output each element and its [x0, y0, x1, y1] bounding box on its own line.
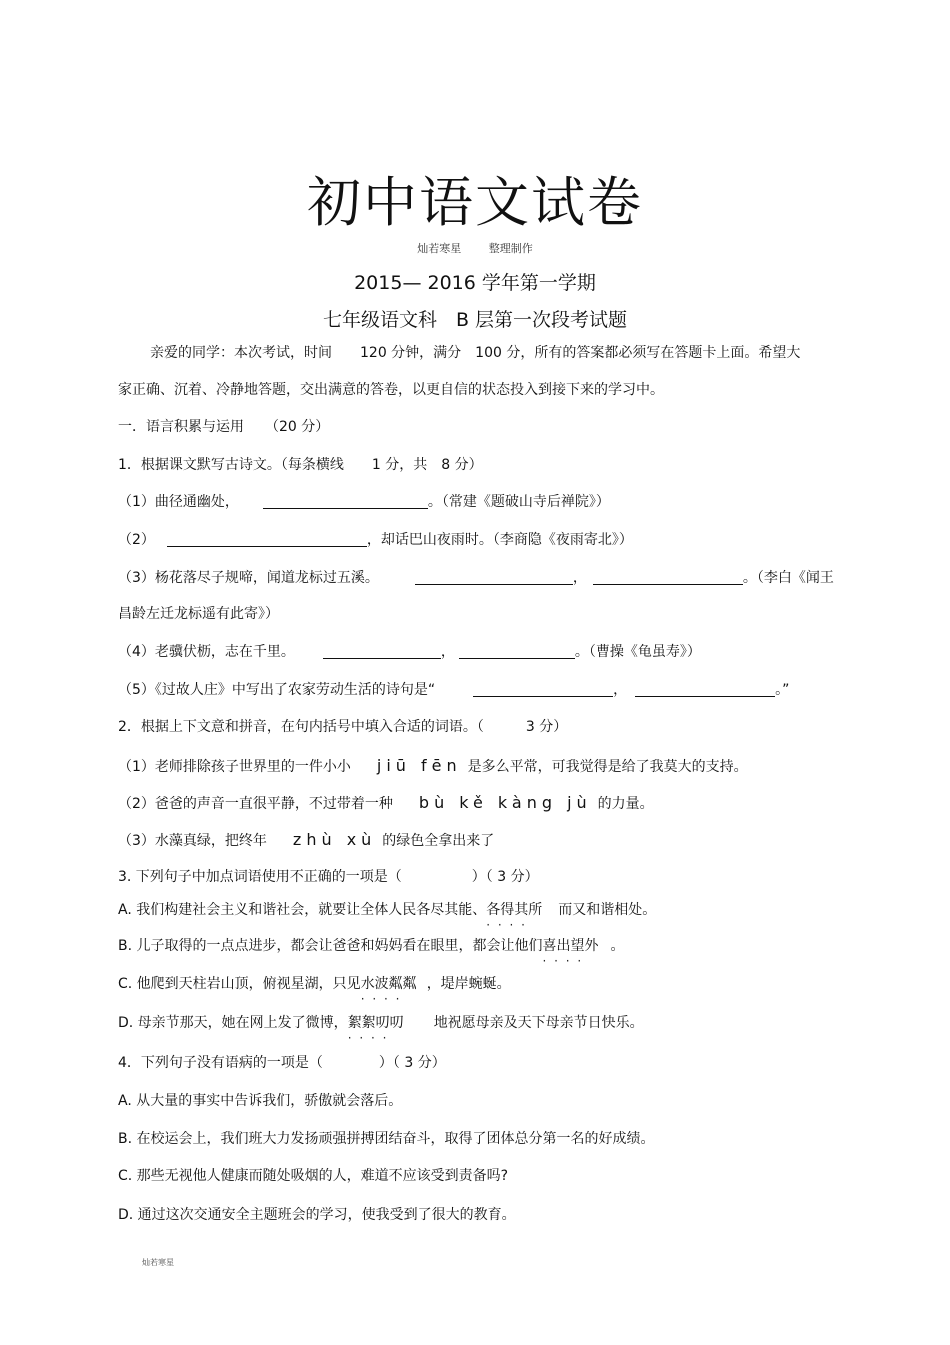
pinyin-hint: jiū fēn — [376, 756, 462, 775]
option-text: D. 母亲节那天，她在网上发了微博， — [118, 1015, 348, 1031]
item-text: （1）老师排除孩子世界里的一件小小 — [118, 759, 351, 775]
item-text: 是多么平常，可我觉得是给了我莫大的支持。 — [467, 759, 748, 775]
question-3-option-c — [118, 974, 511, 994]
answer-blank[interactable] — [167, 530, 367, 547]
question-3-option-d — [118, 1013, 644, 1033]
option-text: C. 他爬到天柱岩山顶，俯视星湖，只见 — [118, 976, 361, 992]
author-line — [0, 240, 950, 256]
intro-line-1: 亲爱的同学：本次考试，时间 120 分钟，满分 100 分，所有的答案都必须写在答题卡上面。希望大 — [150, 345, 801, 361]
item-text: 。（李白《闻王 — [742, 570, 834, 586]
answer-blank[interactable] — [459, 642, 575, 659]
item-text: （1）曲径通幽处， — [118, 494, 239, 510]
question-3-stem: 3. 下列句子中加点词语使用不正确的一项是（ ）（ 3 分） — [118, 869, 539, 885]
question-1-item-2 — [118, 530, 633, 550]
question-1-item-3 — [118, 568, 834, 588]
exam-subtitle: 七年级语文科 B 层第一次段考试题 — [322, 309, 628, 331]
item-text: ， — [572, 570, 587, 586]
question-3-option-b — [118, 936, 625, 956]
question-4-stem: 4．下列句子没有语病的一项是（ ）（ 3 分） — [118, 1055, 446, 1071]
item-text: ， — [440, 644, 455, 660]
question-1-item-5 — [118, 680, 789, 700]
option-text: A. 我们构建社会主义和谐社会，就要让全体人民各尽其能、 — [118, 902, 487, 918]
question-1-item-4 — [118, 642, 701, 662]
answer-blank[interactable] — [593, 568, 743, 585]
page-title: 初中语文试卷 — [307, 171, 643, 234]
item-text: （3）杨花落尽子规啼，闻道龙标过五溪。 — [118, 570, 379, 586]
question-1-item-1 — [118, 492, 610, 512]
option-text: 地祝愿母亲及天下母亲节日快乐。 — [433, 1015, 644, 1031]
question-3-option-a — [118, 900, 656, 920]
question-4-option-c: C. 那些无视他人健康而随处吸烟的人，难道不应该受到责备吗? — [118, 1168, 509, 1184]
item-text: ， — [613, 682, 628, 698]
question-2-item-3 — [118, 830, 494, 851]
option-text: 。 — [610, 938, 625, 954]
item-text: 的力量。 — [597, 796, 654, 812]
item-text: （5）《过故人庄》中写出了农家劳动生活的诗句是“ — [118, 682, 436, 698]
answer-blank[interactable] — [263, 492, 428, 509]
item-text: （3）水藻真绿，把终年 — [118, 833, 267, 849]
item-text: 。” — [775, 682, 790, 698]
item-text: （4）老骥伏枥，志在千里。 — [118, 644, 295, 660]
question-1-item-3-cont: 昌龄左迁龙标遥有此寄》） — [118, 606, 279, 622]
author-role: 整理制作 — [488, 242, 533, 255]
intro-line-2: 家正确、沉着、冷静地答题，交出满意的答卷，以更自信的状态投入到接下来的学习中。 — [118, 382, 664, 398]
pinyin-hint: zhù xù — [292, 830, 377, 849]
question-1-stem: 1．根据课文默写古诗文。（每条横线 1 分，共 8 分） — [118, 457, 483, 473]
option-text: ，堤岸蜿蜒。 — [426, 976, 511, 992]
question-2-item-1 — [118, 756, 748, 777]
pinyin-hint: bù kě kàng jù — [418, 793, 592, 812]
dotted-term: 水波粼粼 · · — [361, 974, 417, 994]
dotted-term: 各得其所 · · — [486, 900, 542, 920]
dotted-term: 喜出望外 · · — [543, 936, 599, 956]
page-footer: 灿若寒星 — [142, 1258, 174, 1267]
item-text: 。（常建《题破山寺后禅院》） — [427, 494, 610, 510]
term-subtitle: 2015— 2016 学年第一学期 — [354, 272, 596, 294]
question-4-option-d: D. 通过这次交通安全主题班会的学习，使我受到了很大的教育。 — [118, 1207, 516, 1223]
option-text: 而又和谐相处。 — [558, 902, 657, 918]
answer-blank[interactable] — [323, 642, 441, 659]
item-text: （2） — [118, 532, 155, 548]
item-text: ，却话巴山夜雨时。（李商隐《夜雨寄北》） — [366, 532, 633, 548]
item-text: （2）爸爸的声音一直很平静，不过带着一种 — [118, 796, 393, 812]
answer-blank[interactable] — [473, 680, 613, 697]
question-4-option-a: A. 从大量的事实中告诉我们，骄傲就会落后。 — [118, 1093, 403, 1109]
question-2-item-2 — [118, 793, 654, 814]
answer-blank[interactable] — [635, 680, 775, 697]
dotted-term: 絮絮叨叨 · · — [348, 1013, 404, 1033]
item-text: 。（曹操《龟虽寿》） — [574, 644, 701, 660]
answer-blank[interactable] — [415, 568, 573, 585]
item-text: 的绿色全拿出来了 — [382, 833, 495, 849]
question-4-option-b: B. 在校运会上，我们班大力发扬顽强拼搏团结奋斗，取得了团体总分第一名的好成绩。 — [118, 1131, 655, 1147]
option-text: B. 儿子取得的一点点进步，都会让爸爸和妈妈看在眼里，都会让他们 — [118, 938, 543, 954]
section-heading: 一．语言积累与运用 （20 分） — [118, 419, 330, 435]
question-2-stem: 2．根据上下文意和拼音，在句内括号中填入合适的词语。（ 3 分） — [118, 719, 568, 735]
author-name: 灿若寒星 — [417, 242, 462, 255]
